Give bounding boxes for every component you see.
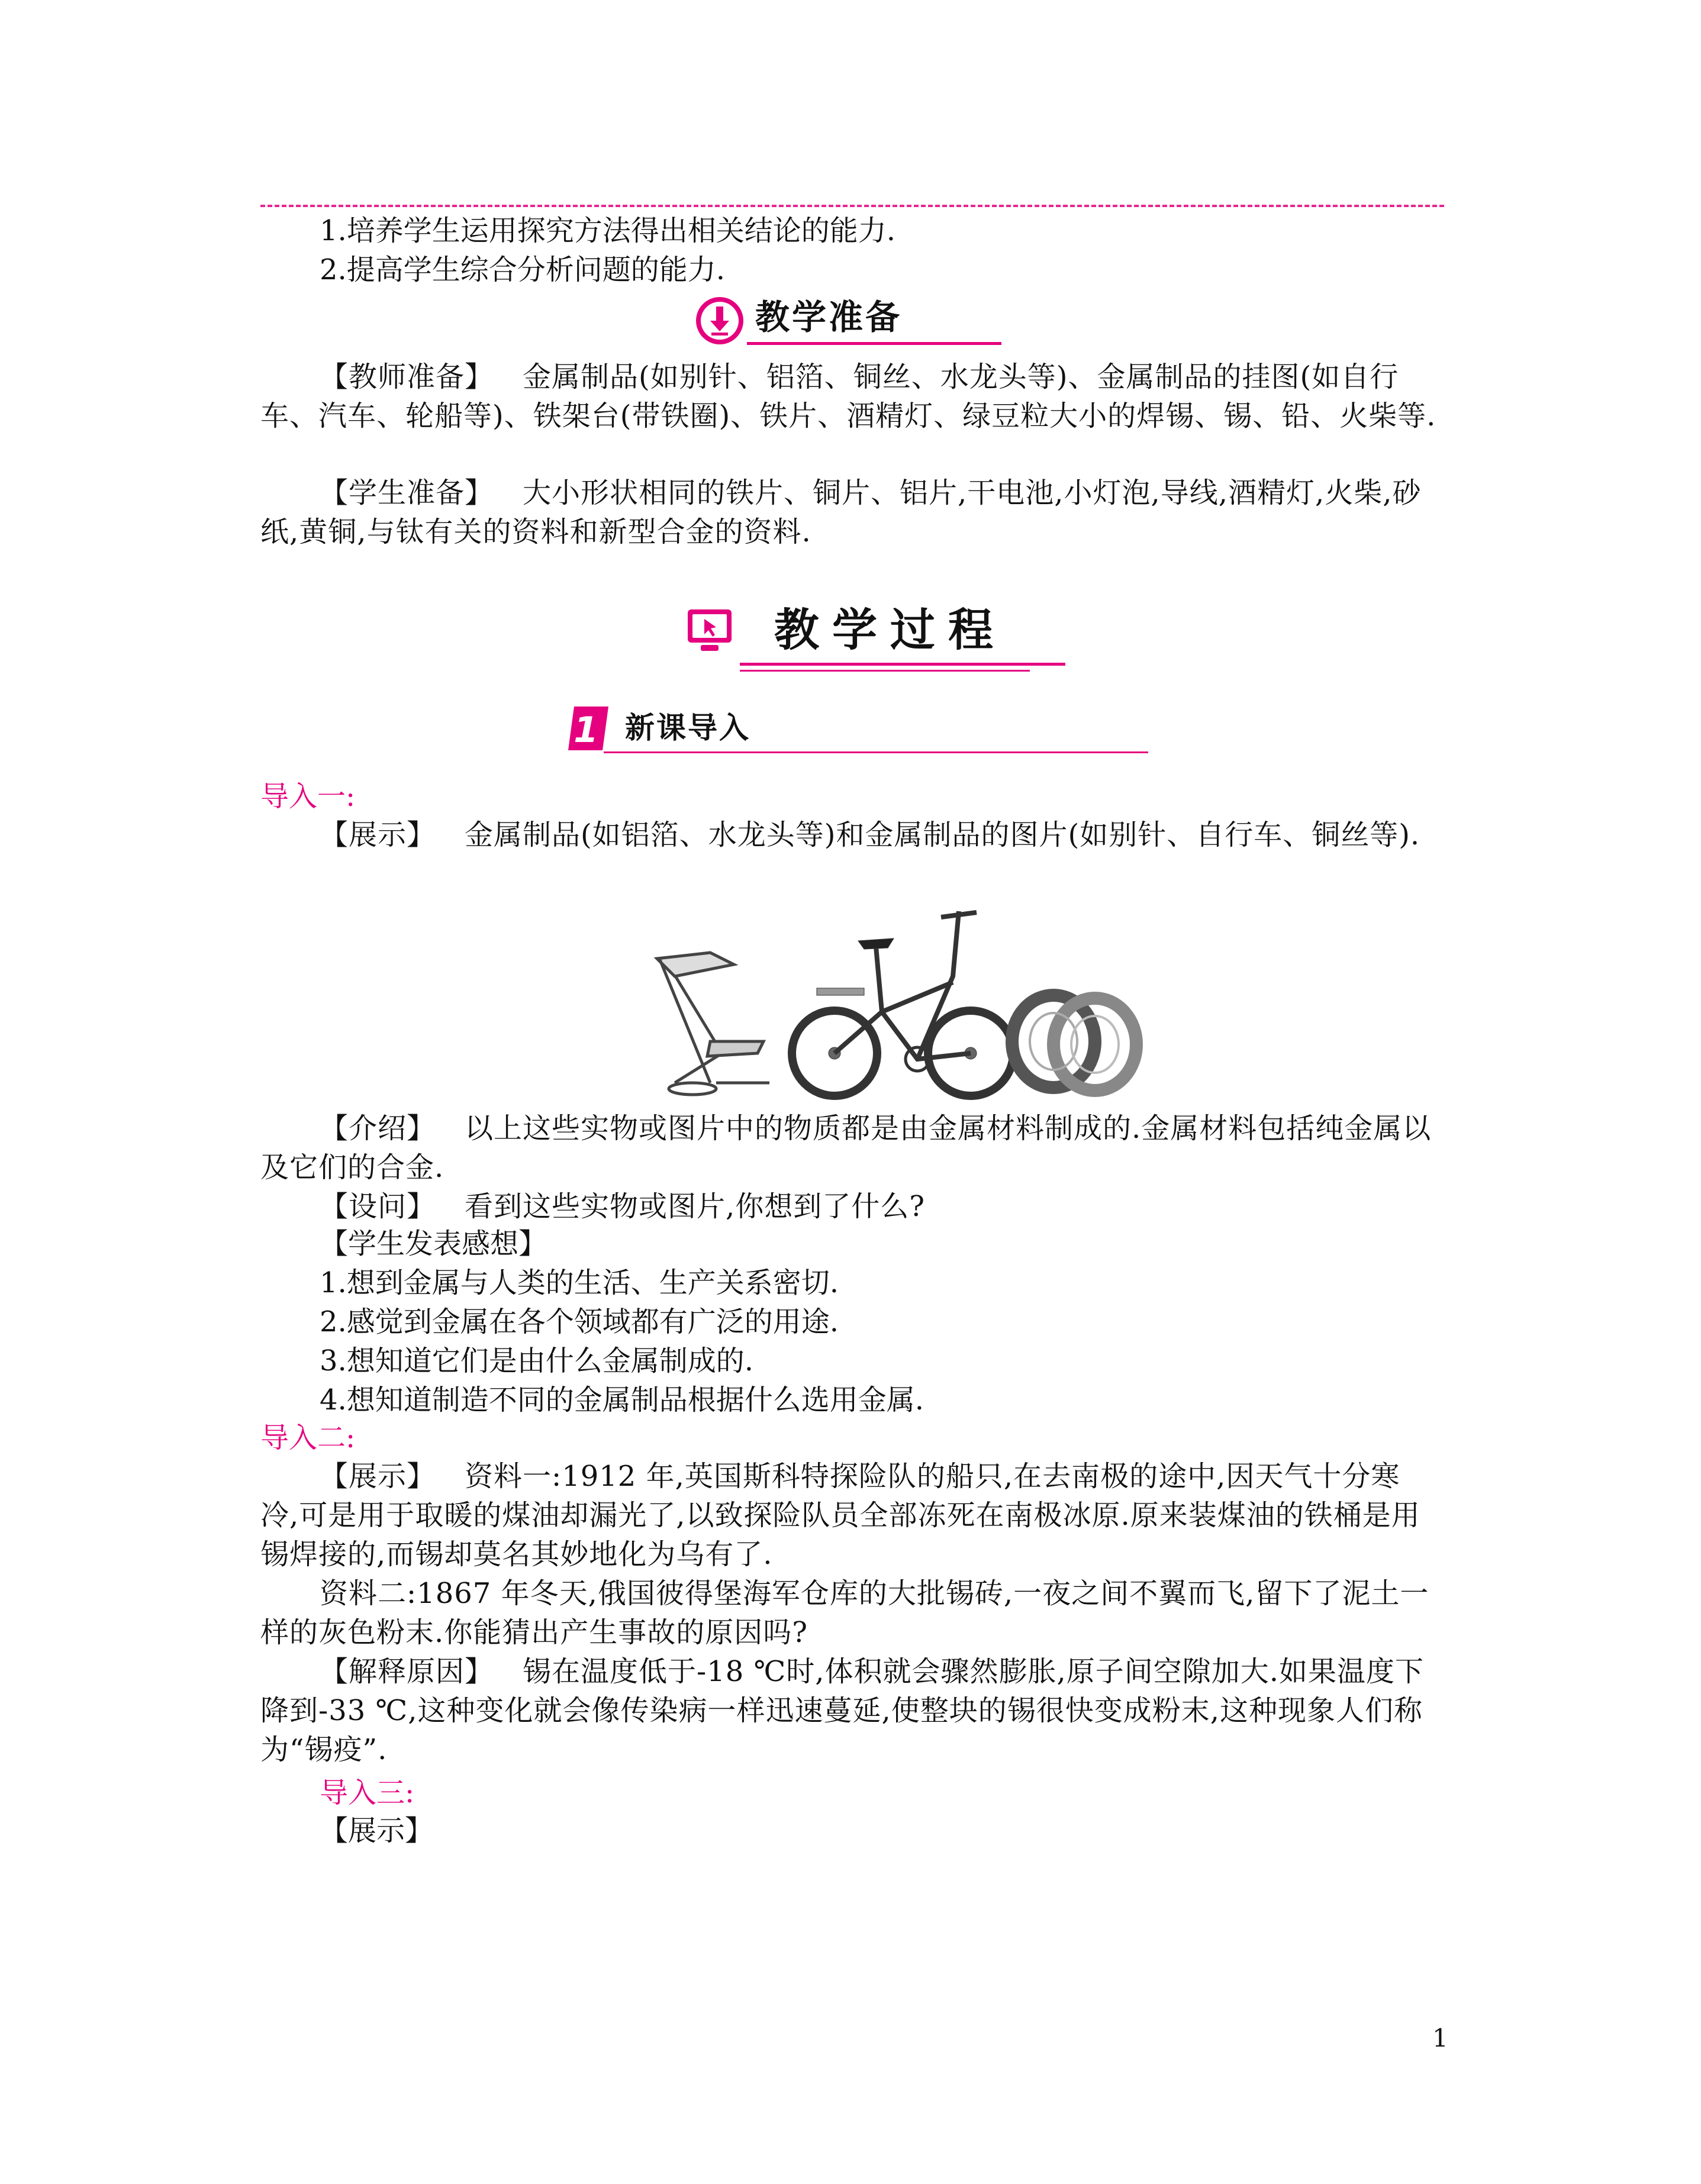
feeling-item: 1.想到金属与人类的生活、生产关系密切. — [320, 1266, 839, 1299]
material-one: 资料一:1912 年,英国斯科特探险队的船只,在去南极的途中,因天气十分寒冷,可是用于取暖的煤油却漏光了,以致探险队员全部冻死在南极冰原.原来装煤油的铁桶是用锡焊接的,而锡却莫名其妙地化为乌有了. — [260, 1460, 1420, 1571]
intro3-show-label: 【展示】 — [320, 1814, 434, 1847]
lesson-title: 新课导入 — [625, 711, 750, 745]
wire-coils-icon — [1012, 995, 1136, 1091]
ask-label: 【设问】 — [320, 1190, 436, 1223]
process-underline-secondary — [740, 670, 1030, 672]
explain-label: 【解释原因】 — [320, 1655, 494, 1688]
feeling-item: 2.感觉到金属在各个领域都有广泛的用途. — [320, 1305, 839, 1338]
metal-products-figure — [639, 905, 1148, 1101]
teacher-prep-label: 【教师准备】 — [320, 360, 494, 393]
student-prep-paragraph — [260, 473, 1438, 551]
show-label: 【展示】 — [320, 1460, 436, 1493]
ask-paragraph — [260, 1187, 1438, 1226]
intro-text: 以上这些实物或图片中的物质都是由金属材料制成的.金属材料包括纯金属以及它们的合金. — [260, 1112, 1432, 1184]
student-prep-text: 大小形状相同的铁片、铜片、铝片,干电池,小灯泡,导线,酒精灯,火柴,砂纸,黄铜,与钛有关的资料和新型合金的资料. — [260, 476, 1422, 549]
intro2-heading: 导入二: — [260, 1421, 356, 1454]
lesson-underline — [604, 751, 1148, 753]
bicycle-icon — [792, 911, 1013, 1096]
download-arrow-icon — [696, 297, 743, 344]
section-heading-prep — [696, 293, 1004, 353]
ask-text: 看到这些实物或图片,你想到了什么? — [465, 1190, 926, 1223]
subsection-heading-lesson — [568, 704, 1148, 757]
safety-pin-icon — [657, 953, 769, 1095]
number-badge-icon — [568, 707, 608, 750]
process-underline — [740, 663, 1065, 666]
intro1-heading: 导入一: — [260, 780, 356, 813]
show-label: 【展示】 — [320, 818, 436, 851]
monitor-icon — [687, 608, 733, 653]
intro3-heading: 导入三: — [320, 1776, 415, 1809]
section-heading-process — [687, 598, 1065, 675]
teacher-prep-paragraph — [260, 357, 1438, 435]
feel-label: 【学生发表感想】 — [320, 1227, 547, 1260]
prep-title: 教学准备 — [755, 297, 903, 337]
student-prep-label: 【学生准备】 — [320, 476, 494, 509]
top-dashed-divider — [260, 205, 1444, 207]
material-two-paragraph: 资料二:1867 年冬天,俄国彼得堡海军仓库的大批锡砖,一夜之间不翼而飞,留下了泥土一样的灰色粉末.你能猜出产生事故的原因吗? — [260, 1577, 1429, 1649]
goal-item: 1.培养学生运用探究方法得出相关结论的能力. — [320, 214, 896, 247]
feeling-item: 4.想知道制造不同的金属制品根据什么选用金属. — [320, 1383, 924, 1417]
explain-text: 锡在温度低于-18 ℃时,体积就会骤然膨胀,原子间空隙加大.如果温度下降到-33 ℃,这种变化就会像传染病一样迅速蔓延,使整块的锡很快变成粉末,这种现象人们称为“锡疫”. — [260, 1655, 1425, 1766]
show-text: 金属制品(如铝箔、水龙头等)和金属制品的图片(如别针、自行车、铜丝等). — [465, 818, 1420, 851]
feeling-item: 3.想知道它们是由什么金属制成的. — [320, 1344, 754, 1377]
page-number: 1 — [1432, 2024, 1448, 2053]
intro-label: 【介绍】 — [320, 1112, 436, 1145]
teacher-prep-text: 金属制品(如别针、铝箔、铜丝、水龙头等)、金属制品的挂图(如自行车、汽车、轮船等)、铁架台(带铁圈)、铁片、酒精灯、绿豆粒大小的焊锡、锡、铅、火柴等. — [260, 360, 1436, 433]
prep-underline — [747, 342, 1001, 345]
intro2-show-paragraph — [260, 1457, 1438, 1574]
goal-item: 2.提高学生综合分析问题的能力. — [320, 253, 726, 286]
explain-paragraph — [260, 1652, 1438, 1769]
process-title: 教学过程 — [774, 604, 1006, 656]
svg-text:1: 1 — [574, 709, 598, 750]
intro1-show-paragraph — [260, 815, 1438, 854]
intro-paragraph — [260, 1109, 1438, 1187]
